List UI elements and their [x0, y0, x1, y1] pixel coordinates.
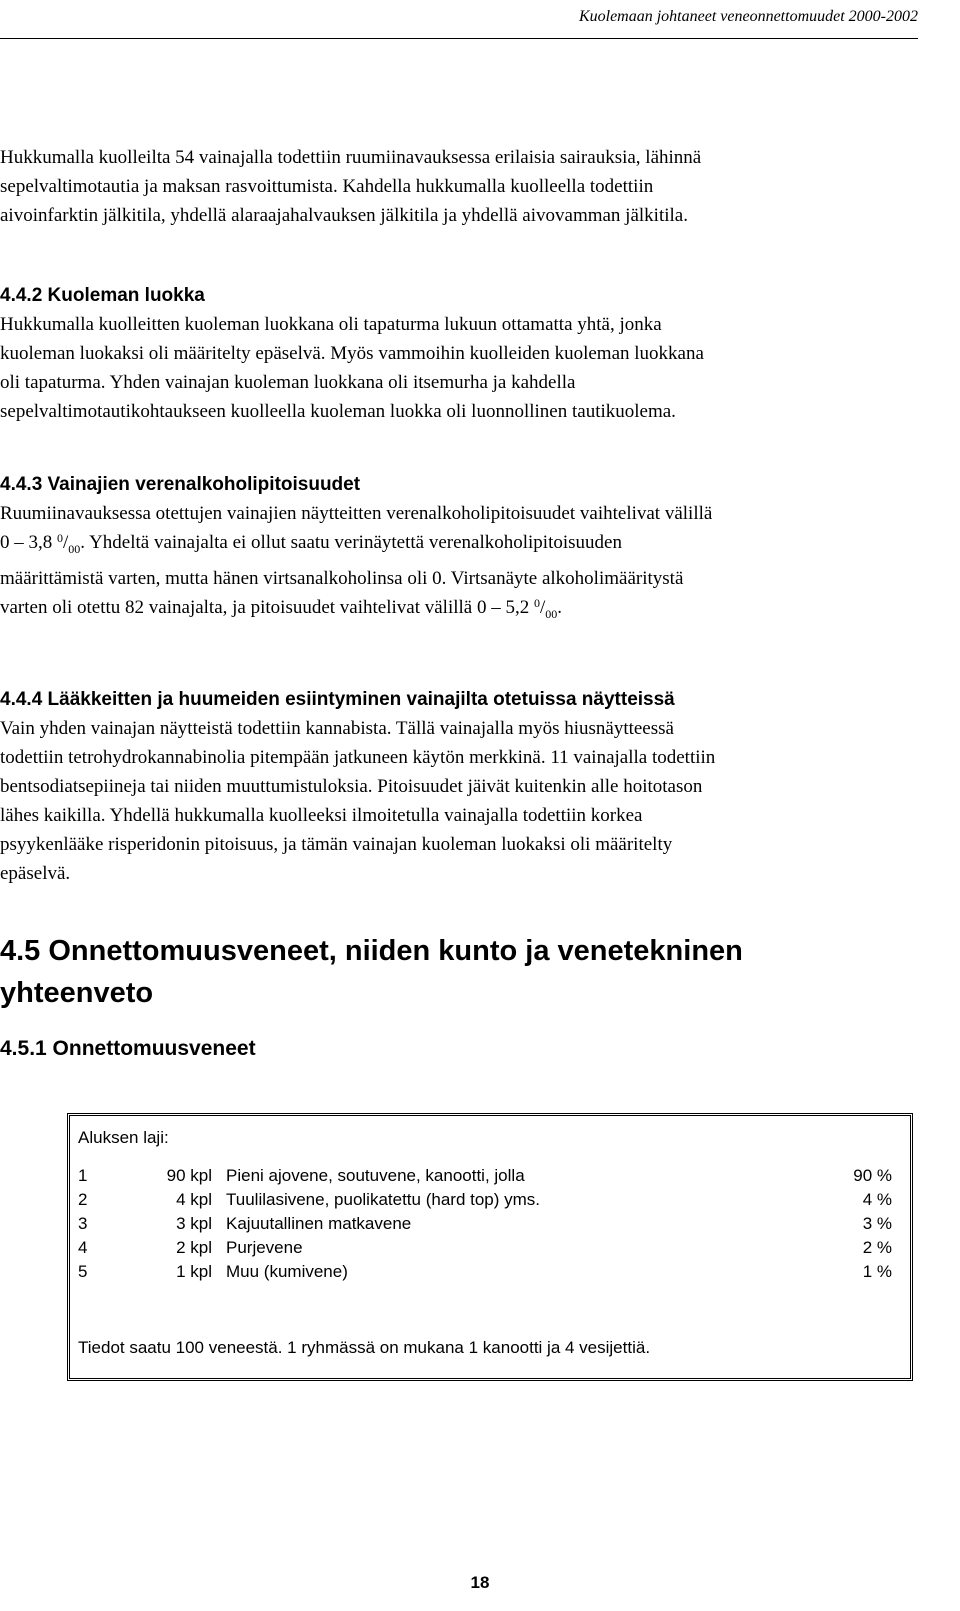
- section-4-4-3: [0, 470, 945, 629]
- running-header: Kuolemaan johtaneet veneonnettomuudet 2000-2002: [578, 8, 918, 25]
- row-type: Pieni ajovene, soutuvene, kanootti, jolla: [226, 1166, 525, 1185]
- section-4-5-1: [0, 1034, 945, 1063]
- table-row: [78, 1166, 892, 1190]
- chapter-heading: yhteenveto: [0, 977, 154, 1009]
- text-span: varten oli otettu 82 vainajalta, ja pitoisuudet vaihtelivat välillä 0 – 5,2: [0, 596, 534, 618]
- intro-line: Hukkumalla kuolleilta 54 vainajalla todettiin ruumiinavauksessa erilaisia sairauksia, lähinnä: [0, 147, 702, 168]
- row-count: 2 kpl: [176, 1238, 212, 1257]
- paragraph-line: bentsodiatsepiineja tai niiden muuttumistuloksia. Pitoisuudet jäivät kuitenkin alle hoitotason: [0, 776, 703, 797]
- row-number: 4: [78, 1238, 88, 1257]
- row-number: 5: [78, 1262, 88, 1281]
- row-percent: 4 %: [862, 1190, 892, 1209]
- paragraph-line: Hukkumalla kuolleitten kuoleman luokkana oli tapaturma lukuun ottamatta yhtä, jonka: [0, 314, 662, 335]
- paragraph-line: lähes kaikilla. Yhdellä hukkumalla kuolleeksi ilmoitetulla vainajalla todettiin korkea: [0, 805, 643, 826]
- row-number: 1: [78, 1166, 88, 1185]
- boat-type-table: [67, 1113, 913, 1381]
- text-span: /: [539, 596, 546, 618]
- paragraph-line: Vain yhden vainajan näytteistä todettiin kannabista. Tällä vainajalla myös hiusnäytteessä: [0, 718, 674, 739]
- subsection-heading: 4.5.1 Onnettomuusveneet: [0, 1037, 256, 1060]
- paragraph-line: sepelvaltimotautikohtaukseen kuolleella kuoleman luokka oli luonnollinen tautikuolema.: [0, 401, 676, 422]
- paragraph-line: psyykenlääke risperidonin pitoisuus, ja tämän vainajan kuoleman luokaksi oli määritelty: [0, 834, 673, 855]
- row-number: 2: [78, 1190, 88, 1209]
- section-heading: 4.4.3 Vainajien verenalkoholipitoisuudet: [0, 474, 361, 495]
- subscript: 00: [545, 606, 558, 621]
- section-4-4-2: [0, 281, 945, 426]
- subscript: 00: [68, 541, 81, 556]
- row-percent: 90 %: [853, 1166, 892, 1185]
- row-count: 3 kpl: [176, 1214, 212, 1233]
- chapter-heading: 4.5 Onnettomuusveneet, niiden kunto ja venetekninen: [0, 935, 743, 967]
- intro-line: aivoinfarktin jälkitila, yhdellä alaraajahalvauksen jälkitila ja yhdellä aivovamman jälkitila.: [0, 205, 688, 226]
- paragraph-line: oli tapaturma. Yhden vainajan kuoleman luokkana oli itsemurha ja kahdella: [0, 372, 576, 393]
- table-row: [78, 1238, 892, 1262]
- table-row: [78, 1214, 892, 1238]
- paragraph-line: epäselvä.: [0, 863, 71, 884]
- row-type: Tuulilasivene, puolikatettu (hard top) yms.: [226, 1190, 541, 1209]
- paragraph-line: [0, 593, 945, 629]
- row-percent: 1 %: [862, 1262, 892, 1281]
- row-percent: 3 %: [862, 1214, 892, 1233]
- text-span: . Yhdeltä vainajalta ei ollut saatu verinäytettä verenalkoholipitoisuuden: [80, 532, 622, 553]
- intro-line: sepelvaltimotautia ja maksan rasvoittumista. Kahdella hukkumalla kuolleella todettiin: [0, 176, 654, 197]
- intro-paragraph: [0, 143, 945, 230]
- row-count: 90 kpl: [166, 1166, 212, 1185]
- paragraph-line: Ruumiinavauksessa otettujen vainajien näytteitten verenalkoholipitoisuudet vaihtelivat välillä: [0, 503, 713, 524]
- section-4-5: [0, 930, 945, 1014]
- section-4-4-4: [0, 685, 945, 888]
- row-number: 3: [78, 1214, 88, 1233]
- table-row: [78, 1262, 892, 1286]
- table-title: Aluksen laji:: [78, 1128, 169, 1147]
- superscript: 0: [57, 531, 63, 545]
- paragraph-line: [0, 528, 945, 564]
- table-row: [78, 1190, 892, 1214]
- table-note: Tiedot saatu 100 veneestä. 1 ryhmässä on mukana 1 kanootti ja 4 vesijettiä.: [78, 1338, 651, 1357]
- text-span: .: [557, 596, 563, 618]
- section-heading: 4.4.4 Lääkkeitten ja huumeiden esiintyminen vainajilta otetuissa näytteissä: [0, 689, 675, 710]
- section-heading: 4.4.2 Kuoleman luokka: [0, 285, 205, 306]
- row-percent: 2 %: [862, 1238, 892, 1257]
- paragraph-line: määrittämistä varten, mutta hänen virtsanalkoholinsa oli 0. Virtsanäyte alkoholimääritystä: [0, 567, 684, 589]
- row-count: 4 kpl: [176, 1190, 212, 1209]
- header-rule: [0, 38, 918, 39]
- row-type: Purjevene: [226, 1238, 303, 1257]
- row-type: Muu (kumivene): [226, 1262, 348, 1281]
- paragraph-line: kuoleman luokaksi oli määritelty epäselvä. Myös vammoihin kuolleiden kuoleman luokkana: [0, 343, 704, 364]
- text-span: /: [63, 532, 69, 553]
- text-span: 0 – 3,8: [0, 532, 57, 553]
- row-type: Kajuutallinen matkavene: [226, 1214, 412, 1233]
- paragraph-line: todettiin tetrohydrokannabinolia pitempään jatkuneen käytön merkkinä. 11 vainajalla todettiin: [0, 747, 716, 768]
- superscript: 0: [533, 595, 540, 610]
- row-count: 1 kpl: [176, 1262, 212, 1281]
- page-number: 18: [470, 1573, 490, 1592]
